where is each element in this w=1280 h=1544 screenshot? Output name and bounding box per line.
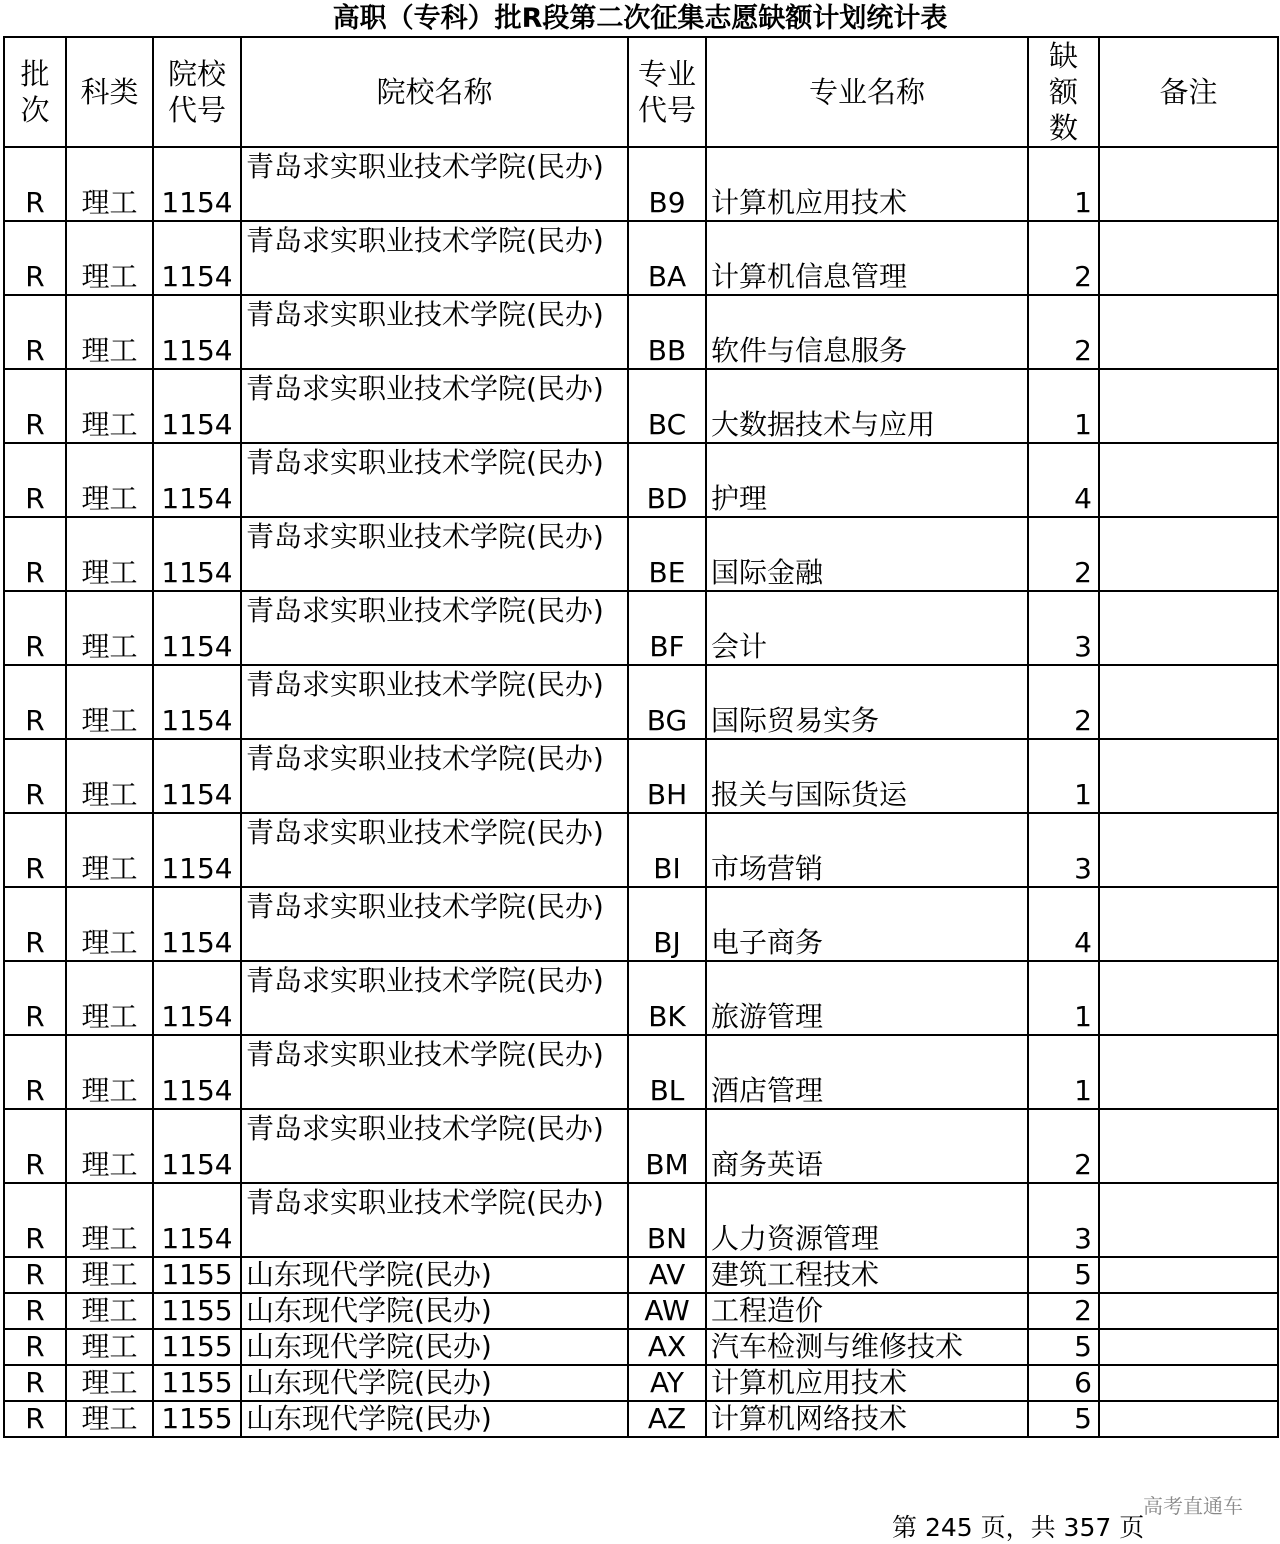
cell-vacancy: 5 [1028, 1329, 1099, 1365]
cell-school-name: 青岛求实职业技术学院(民办) [241, 443, 628, 517]
cell-school-code: 1154 [153, 739, 241, 813]
cell-batch: R [4, 221, 66, 295]
cell-category: 理工 [66, 221, 153, 295]
cell-school-code: 1155 [153, 1329, 241, 1365]
cell-remark [1099, 221, 1278, 295]
cell-school-name: 青岛求实职业技术学院(民办) [241, 517, 628, 591]
cell-major-code: BI [628, 813, 706, 887]
table-row [4, 665, 1278, 739]
cell-school-name: 山东现代学院(民办) [241, 1257, 628, 1293]
cell-category: 理工 [66, 295, 153, 369]
header-category: 科类 [66, 37, 153, 147]
cell-school-name: 山东现代学院(民办) [241, 1401, 628, 1437]
cell-major-name: 计算机应用技术 [706, 1365, 1028, 1401]
cell-vacancy: 1 [1028, 147, 1099, 221]
cell-remark [1099, 1109, 1278, 1183]
cell-school-name: 青岛求实职业技术学院(民办) [241, 1109, 628, 1183]
cell-remark [1099, 591, 1278, 665]
cell-vacancy: 2 [1028, 1293, 1099, 1329]
table-row [4, 443, 1278, 517]
cell-vacancy: 1 [1028, 369, 1099, 443]
table-row [4, 1365, 1278, 1401]
cell-vacancy: 4 [1028, 887, 1099, 961]
cell-major-name: 报关与国际货运 [706, 739, 1028, 813]
header-vacancy: 缺额数 [1028, 37, 1099, 147]
watermark: 高考直通车 [1143, 1494, 1243, 1518]
cell-remark [1099, 1329, 1278, 1365]
cell-school-code: 1155 [153, 1365, 241, 1401]
cell-major-name: 建筑工程技术 [706, 1257, 1028, 1293]
cell-batch: R [4, 887, 66, 961]
cell-batch: R [4, 1401, 66, 1437]
cell-batch: R [4, 443, 66, 517]
cell-school-code: 1154 [153, 1109, 241, 1183]
cell-vacancy: 2 [1028, 517, 1099, 591]
cell-major-name: 软件与信息服务 [706, 295, 1028, 369]
cell-school-code: 1154 [153, 517, 241, 591]
cell-school-name: 青岛求实职业技术学院(民办) [241, 369, 628, 443]
table-header-row [4, 37, 1278, 147]
table-row [4, 591, 1278, 665]
cell-major-code: BG [628, 665, 706, 739]
cell-vacancy: 6 [1028, 1365, 1099, 1401]
cell-major-name: 计算机信息管理 [706, 221, 1028, 295]
cell-vacancy: 3 [1028, 1183, 1099, 1257]
cell-school-name: 青岛求实职业技术学院(民办) [241, 665, 628, 739]
cell-school-name: 青岛求实职业技术学院(民办) [241, 887, 628, 961]
table-row [4, 1183, 1278, 1257]
cell-category: 理工 [66, 591, 153, 665]
cell-school-code: 1154 [153, 1183, 241, 1257]
cell-major-name: 国际金融 [706, 517, 1028, 591]
cell-school-name: 山东现代学院(民办) [241, 1293, 628, 1329]
cell-school-name: 青岛求实职业技术学院(民办) [241, 295, 628, 369]
cell-major-code: BE [628, 517, 706, 591]
cell-school-code: 1154 [153, 591, 241, 665]
cell-school-code: 1154 [153, 813, 241, 887]
cell-school-name: 青岛求实职业技术学院(民办) [241, 147, 628, 221]
cell-school-code: 1154 [153, 295, 241, 369]
cell-major-code: AX [628, 1329, 706, 1365]
cell-category: 理工 [66, 443, 153, 517]
cell-major-code: BF [628, 591, 706, 665]
cell-remark [1099, 887, 1278, 961]
table-row [4, 1035, 1278, 1109]
cell-major-name: 计算机网络技术 [706, 1401, 1028, 1437]
cell-batch: R [4, 517, 66, 591]
cell-category: 理工 [66, 517, 153, 591]
cell-major-name: 酒店管理 [706, 1035, 1028, 1109]
cell-vacancy: 4 [1028, 443, 1099, 517]
cell-major-name: 电子商务 [706, 887, 1028, 961]
cell-vacancy: 2 [1028, 295, 1099, 369]
cell-remark [1099, 443, 1278, 517]
cell-school-code: 1154 [153, 443, 241, 517]
cell-major-code: B9 [628, 147, 706, 221]
cell-vacancy: 3 [1028, 591, 1099, 665]
cell-school-code: 1155 [153, 1401, 241, 1437]
cell-major-code: BD [628, 443, 706, 517]
cell-major-name: 国际贸易实务 [706, 665, 1028, 739]
cell-vacancy: 1 [1028, 1035, 1099, 1109]
cell-school-code: 1155 [153, 1257, 241, 1293]
cell-major-name: 会计 [706, 591, 1028, 665]
cell-remark [1099, 147, 1278, 221]
cell-remark [1099, 295, 1278, 369]
cell-remark [1099, 1257, 1278, 1293]
cell-category: 理工 [66, 1183, 153, 1257]
cell-remark [1099, 665, 1278, 739]
cell-remark [1099, 369, 1278, 443]
cell-major-name: 工程造价 [706, 1293, 1028, 1329]
page-title: 高职（专科）批R段第二次征集志愿缺额计划统计表 [332, 3, 948, 34]
cell-batch: R [4, 739, 66, 813]
cell-batch: R [4, 1035, 66, 1109]
cell-major-name: 市场营销 [706, 813, 1028, 887]
cell-major-code: BC [628, 369, 706, 443]
cell-batch: R [4, 1183, 66, 1257]
table-body [4, 147, 1278, 1437]
cell-batch: R [4, 813, 66, 887]
cell-major-name: 旅游管理 [706, 961, 1028, 1035]
table-row [4, 517, 1278, 591]
cell-category: 理工 [66, 961, 153, 1035]
cell-batch: R [4, 369, 66, 443]
table-row [4, 1401, 1278, 1437]
cell-vacancy: 2 [1028, 1109, 1099, 1183]
cell-major-code: AV [628, 1257, 706, 1293]
cell-school-name: 山东现代学院(民办) [241, 1329, 628, 1365]
cell-major-name: 护理 [706, 443, 1028, 517]
cell-school-code: 1154 [153, 369, 241, 443]
header-remark: 备注 [1099, 37, 1278, 147]
cell-major-name: 计算机应用技术 [706, 147, 1028, 221]
cell-school-code: 1154 [153, 887, 241, 961]
table-row [4, 147, 1278, 221]
vacancy-table [3, 36, 1279, 1438]
cell-major-name: 商务英语 [706, 1109, 1028, 1183]
cell-school-name: 青岛求实职业技术学院(民办) [241, 739, 628, 813]
cell-remark [1099, 1365, 1278, 1401]
cell-vacancy: 3 [1028, 813, 1099, 887]
cell-category: 理工 [66, 369, 153, 443]
cell-vacancy: 2 [1028, 665, 1099, 739]
cell-school-name: 山东现代学院(民办) [241, 1365, 628, 1401]
cell-major-code: BL [628, 1035, 706, 1109]
cell-vacancy: 5 [1028, 1401, 1099, 1437]
cell-category: 理工 [66, 1329, 153, 1365]
header-batch: 批次 [4, 37, 66, 147]
cell-vacancy: 2 [1028, 221, 1099, 295]
cell-school-code: 1155 [153, 1293, 241, 1329]
cell-remark [1099, 1401, 1278, 1437]
cell-batch: R [4, 665, 66, 739]
cell-batch: R [4, 1257, 66, 1293]
cell-school-name: 青岛求实职业技术学院(民办) [241, 961, 628, 1035]
cell-major-code: AZ [628, 1401, 706, 1437]
table-row [4, 813, 1278, 887]
cell-remark [1099, 517, 1278, 591]
cell-category: 理工 [66, 1035, 153, 1109]
page-footer: 第 245 页，共 357 页 [892, 1513, 1145, 1542]
cell-remark [1099, 961, 1278, 1035]
cell-category: 理工 [66, 1401, 153, 1437]
cell-batch: R [4, 147, 66, 221]
cell-category: 理工 [66, 147, 153, 221]
cell-major-code: BN [628, 1183, 706, 1257]
cell-school-code: 1154 [153, 961, 241, 1035]
cell-school-name: 青岛求实职业技术学院(民办) [241, 221, 628, 295]
cell-major-code: BK [628, 961, 706, 1035]
table-row [4, 1109, 1278, 1183]
cell-school-name: 青岛求实职业技术学院(民办) [241, 1035, 628, 1109]
cell-vacancy: 5 [1028, 1257, 1099, 1293]
cell-batch: R [4, 1293, 66, 1329]
header-major-name: 专业名称 [706, 37, 1028, 147]
table-row [4, 1329, 1278, 1365]
cell-category: 理工 [66, 739, 153, 813]
cell-remark [1099, 739, 1278, 813]
cell-batch: R [4, 1329, 66, 1365]
cell-vacancy: 1 [1028, 961, 1099, 1035]
cell-major-code: BM [628, 1109, 706, 1183]
table-row [4, 961, 1278, 1035]
cell-major-code: BJ [628, 887, 706, 961]
cell-category: 理工 [66, 1293, 153, 1329]
cell-school-name: 青岛求实职业技术学院(民办) [241, 813, 628, 887]
cell-school-code: 1154 [153, 147, 241, 221]
cell-major-name: 大数据技术与应用 [706, 369, 1028, 443]
cell-category: 理工 [66, 1109, 153, 1183]
cell-remark [1099, 1293, 1278, 1329]
table-row [4, 887, 1278, 961]
header-school-code: 院校代号 [153, 37, 241, 147]
table-row [4, 1293, 1278, 1329]
cell-major-code: BB [628, 295, 706, 369]
cell-school-code: 1154 [153, 665, 241, 739]
cell-school-code: 1154 [153, 221, 241, 295]
cell-remark [1099, 1035, 1278, 1109]
cell-major-code: BH [628, 739, 706, 813]
cell-major-code: AW [628, 1293, 706, 1329]
table-row [4, 739, 1278, 813]
cell-category: 理工 [66, 887, 153, 961]
cell-batch: R [4, 1109, 66, 1183]
cell-vacancy: 1 [1028, 739, 1099, 813]
cell-major-name: 人力资源管理 [706, 1183, 1028, 1257]
cell-school-code: 1154 [153, 1035, 241, 1109]
table-row [4, 221, 1278, 295]
cell-school-name: 青岛求实职业技术学院(民办) [241, 1183, 628, 1257]
table-row [4, 1257, 1278, 1293]
cell-batch: R [4, 295, 66, 369]
cell-batch: R [4, 961, 66, 1035]
cell-batch: R [4, 591, 66, 665]
cell-major-code: AY [628, 1365, 706, 1401]
cell-major-code: BA [628, 221, 706, 295]
cell-category: 理工 [66, 1257, 153, 1293]
table-row [4, 369, 1278, 443]
cell-category: 理工 [66, 813, 153, 887]
header-school-name: 院校名称 [241, 37, 628, 147]
cell-batch: R [4, 1365, 66, 1401]
table-row [4, 295, 1278, 369]
cell-category: 理工 [66, 665, 153, 739]
cell-remark [1099, 1183, 1278, 1257]
cell-category: 理工 [66, 1365, 153, 1401]
cell-major-name: 汽车检测与维修技术 [706, 1329, 1028, 1365]
cell-remark [1099, 813, 1278, 887]
header-major-code: 专业代号 [628, 37, 706, 147]
cell-school-name: 青岛求实职业技术学院(民办) [241, 591, 628, 665]
